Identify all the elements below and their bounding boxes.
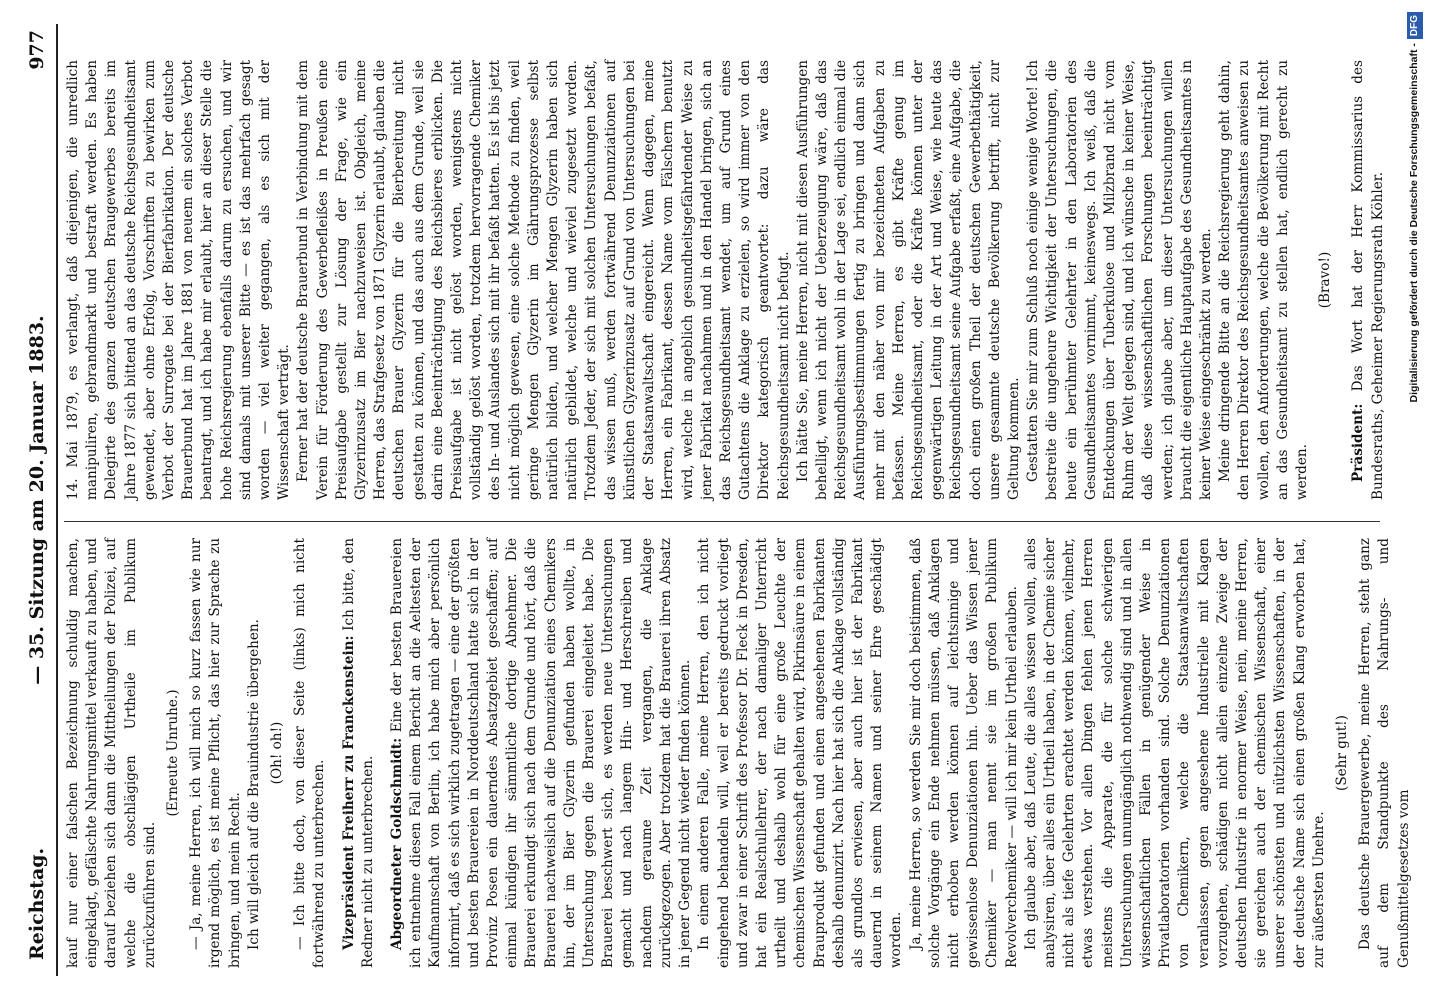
- paragraph: [245, 538, 264, 968]
- paragraph-text: Ich hätte Sie, meine Herren, nicht mit diesen Ausführungen behelligt, wenn ich nicht der Ueberzeugung wäre, daß das Reichsgesundheitsamt wohl in der Lage sei, endlich einmal die Ausführungsbestimmungen fertig zu bringen und dann sich mehr mit den näher von mir bezeichneten Aufgaben zu befassen. Meine Herren, es gibt Kräfte genug im Reichsgesundheitsamt, oder die Kräfte können unter der gegenwärtigen Leitung in der Art und Weise, wie heute das Reichsgesundheitsamt seine Aufgabe erfaßt, eine Aufgabe, die doch einen großen Theil der deutschen Gewerbethätigkeit, unsere gesammte deutsche Bevölkerung betrifft, nicht zur Geltung kommen.: [794, 60, 1022, 500]
- paragraph: [794, 60, 1024, 500]
- paragraph-gap: [330, 538, 340, 968]
- paragraph-text: Ich glaube aber, daß Leute, die alles wissen wollen, alles analysiren, über alles ein Urtheil haben, in der Chemie sicher nicht als tiefe Gelehrten erachtet werden können, vielmehr, etwas verstehen. Vor allen Dingen fehlen jenen Herren meistens die Apparate, die für solche schwierigen Untersuchungen unumgänglich nothwendig sind und in allen wissenschaftlichen Fällen in genügender Weise in Privatlaboratorien vorhanden sind. Solche Denunziationen von Chemikern, welche die Staatsanwaltschaften veranlassen, gegen angesehene Industrielle mit Klagen vorzugehen, schädigen nicht allein einzelne Zweige der deutschen Industrie in enormer Weise, nein, meine Herren, sie gereichen auch der chemischen Wissenschaft, einer unserer schönsten und nützlichsten Wissenschaften, in der der deutsche Name sich einen großen Klang erworben hat, zur äußersten Unehre.: [1022, 538, 1327, 968]
- paragraph: [64, 60, 294, 500]
- paragraph: [187, 538, 245, 968]
- page-header: [20, 24, 58, 976]
- paragraph-text: Eine der besten Brauereien ich entnehme diesen Fall einem Bericht an die Aeltesten der Kaufmannschaft von Berlin, ich habe mich aber persönlich informirt, daß es sich wirklich zugetragen — eine der größten und besten Brauereien in Norddeutschland hatte sich in der Provinz Posen ein dauerndes Absatzgebiet geschaffen; auf einmal kündigen ihr sämmtliche dortige Abnehmer. Die Brauerei erkundigt sich nach dem Grunde und hört, daß die Brauerei nachweislich auf die Denunziation eines Chemikers hin, der im Bier Glyzerin gefunden haben wollte, in Untersuchung gegen die Brauerei eingeleitet habe. Die Brauerei beschwert sich, es werden neue Untersuchungen gemacht und nach langem Hin- und Herschreiben und nachdem geraume Zeit vergangen, die Anklage zurückgezogen. Aber trotzdem hat die Brauerei ihren Absatz in jener Gegend nicht wieder finden können.: [389, 538, 694, 968]
- paragraph: [1022, 538, 1329, 968]
- paragraph-text: Gestatten Sie mir zum Schluß noch einige wenige Worte! Ich bestreite die ungeheure Wichtigkeit der Untersuchungen, die heute ein berühmter Gelehrter in den Laboratorien des Gesundheitsamtes vornimmt, keineswegs. Ich weiß, daß die Entdeckungen über Tuberkulose und Milzbrand nicht vom Ruhm der Welt gelegen sind, und ich wünsche in keiner Weise, daß diese wissenschaftlichen Forschungen beeinträchtigt werden; ich glaube aber, um dieser Untersuchungen willen braucht die eigentliche Hauptaufgabe des Gesundheitsamtes in keiner Weise eingeschränkt zu werden.: [1025, 60, 1214, 500]
- paragraph: [294, 60, 793, 500]
- interjection: (Bravo!): [1317, 251, 1334, 309]
- interjection: (Sehr gut!): [1334, 715, 1350, 791]
- paragraph-text: Ich will gleich auf die Brauindustrie übergehen.: [245, 619, 262, 950]
- paragraph: [291, 538, 329, 968]
- speech-paragraph: [340, 538, 378, 968]
- paragraph: [1216, 60, 1312, 500]
- speaker-name: Präsident:: [1350, 403, 1367, 482]
- interjection: (Erneute Unruhe.): [165, 689, 182, 817]
- header-title: — 35. Sitzung am 20. Januar 1883.: [26, 315, 48, 685]
- interjection: (Oh! oh!): [269, 721, 286, 785]
- paragraph-text: Das Wort hat der Herr Kommissarius des Bundesraths, Geheimer Regierungsrath Köhler.: [1350, 60, 1386, 500]
- funding-note: [1403, 12, 1425, 988]
- speech-paragraph: [388, 538, 695, 968]
- paragraph-text: — Ich bitte doch, von dieser Seite (links) mich nicht fortwährend zu unterbrechen.: [292, 538, 328, 968]
- funding-text: Digitalisierung gefördert durch die Deutsche Forschungsgemeinschaft -: [1408, 43, 1420, 403]
- paragraph-text: Ferner hat der deutsche Brauerbund in Verbindung mit dem Verein für Förderung des Gewerbefleißes in Preußen eine Preisaufgabe gestellt zur Lösung der Frage, wie ein Glyzerinzusatz im Bier nachzuweisen ist. Obgleich, meine Herren, das Strafgesetz von 1871 Glyzerin erlaubt, glauben die deutschen Brauer Glyzerin für die Bierbereitung nicht gestatten zu können, und das auch aus dem Grunde, weil sie darin eine Beeinträchtigung des Reichsbieres erblicken. Die Preisaufgabe ist nicht gelöst worden, wenigstens nicht vollständig gelöst worden, trotzdem hervorragende Chemiker des In- und Auslandes sich mit ihr befaßt hatten. Es ist bis jetzt nicht möglich gewesen, eine solche Methode zu finden, weil geringe Mengen Glyzerin im Gährungsprozesse selbst natürlich bilden, und welcher Mengen Glyzerin haben sich natürlich gebildet, welche und wieviel zugesetzt worden. Trotzdem Jeder, der sich mit solchen Untersuchungen befaßt, das wissen muß, werden fortwährend Denunziationen auf künstlichen Glyzerinzusatz auf Grund von Untersuchungen bei der Staatsanwaltschaft eingereicht. Wenn dagegen, meine Herren, ein Fabrikant, dessen Name vom Fälschern benutzt wird, welche in angeblich gesundheitsgefährdender Weise zu jener Fabrikat nachahmen und in den Handel bringen, sich an das Reichsgesundheitsamt wendet, um auf Grund eines Gutachtens die Anklage zu erzielen, so wird immer von den Direktor kategorisch geantwortet: dazu wäre das Reichsgesundheitsamt nicht befugt.: [295, 60, 792, 500]
- speaker-name: Vizepräsident Freiherr zu Franckenstein:: [340, 635, 357, 950]
- paragraph-text: Meine dringende Bitte an die Reichsregierung geht dahin, den Herren Direktor des Reichsgesundheitsamtes anweisen zu wollen, den Anforderungen, welche die Bevölkerung mit Recht an das Gesundheitsamt zu stellen hat, endlich gerecht zu werden.: [1217, 60, 1310, 500]
- column-divider: [64, 521, 1380, 522]
- paragraph-text: kauf nur einer falschen Bezeichnung schuldig machen, eingeklagt, gefälschte Nahrungsmittel verkauft zu haben, und darauf beziehen sich dann die Mittheilungen der Polizei, auf welche die obschlägigen Urtheile im Publikum zurückzuführen sind.: [65, 538, 158, 968]
- left-column: [64, 538, 1412, 968]
- speaker-name: Abgeordneter Goldschmidt:: [389, 737, 406, 950]
- header-left: Reichstag.: [26, 847, 48, 960]
- dfg-logo: DFG: [1407, 12, 1423, 39]
- paragraph: [64, 538, 160, 968]
- page-number: 977: [26, 30, 48, 70]
- paragraph-gap: [1339, 60, 1349, 500]
- paragraph-text: 14. Mai 1879, es verlangt, daß diejenigen, die unredlich manipuliren, gebrandmarkt und bestraft werden. Es haben Delegirte des ganzen deutschen Braugewerbes bereits im Jahre 1877 sich bittend an das deutsche Reichsgesundheitsamt gewendet, aber ohne Erfolg, Vorschriften zu bewirken zum Verbot der Surrogate bei der Bierfabrikation. Der deutsche Brauerbund hat im Jahre 1881 von neuem ein solches Verbot beantragt, und ich habe mir erlaubt, hier an dieser Stelle die hohe Reichsregierung ebenfalls darum zu ersuchen, und wir sind damals mit unserer Bitte — es ist das mehrfach gesagt worden — viel weiter gegangen, als es sich mit der Wissenschaft verträgt.: [65, 60, 293, 500]
- speech-paragraph: [1349, 60, 1387, 500]
- paragraph: [907, 538, 1022, 968]
- paragraph-text: — Ja, meine Herren, ich will mich so kurz fassen wie nur irgend möglich, es ist meine Pflicht, das hier zur Sprache zu bringen, und mein Recht.: [188, 538, 243, 968]
- paragraph-text: Das deutsche Brauergewerbe, meine Herren, steht ganz auf dem Standpunkte des Nahrungs- und Genußmittelgesetzes vom: [1357, 538, 1412, 968]
- paragraph: [1024, 60, 1216, 500]
- paragraph-gap: [378, 538, 388, 968]
- paragraph: [695, 538, 906, 968]
- document-page: [10, 10, 1412, 990]
- right-column: [64, 60, 1386, 500]
- paragraph-text: Ich bitte, den Redner nicht zu unterbrechen.: [340, 538, 376, 968]
- paragraph-text: In einem anderen Falle, meine Herren, den ich nicht eingehend behandeln will, weil er bereits gedruckt vorliegt und zwar in einer Schrift des Professor Dr. Fleck in Dresden, hat ein Realschullehrer, der nach damaliger Unterricht urtheilt und deshalb wohl für eine große Leuchte der chemischen Wissenschaft gehalten wird, Pikrinsäure in einem Brauprodukt gefunden und einen angesehenen Fabrikanten deshalb denunzirt. Nach hier hat sich die Anklage vollständig als grundlos erwiesen, aber auch hier ist der Fabrikant dauernd in seinem Namen und seiner Ehre geschädigt worden.: [696, 538, 905, 968]
- paragraph-text: Ja, meine Herren, so werden Sie mir doch beistimmen, daß solche Vorgänge ein Ende nehmen müssen, daß Anklagen nicht erhoben werden können auf leichtsinnige und gewissenlose Denunziationen hin. Ueber das Wissen jener Chemiker — man nennt sie im großen Publikum Revolverchemiker — will ich mir kein Urtheil erlauben.: [907, 538, 1020, 968]
